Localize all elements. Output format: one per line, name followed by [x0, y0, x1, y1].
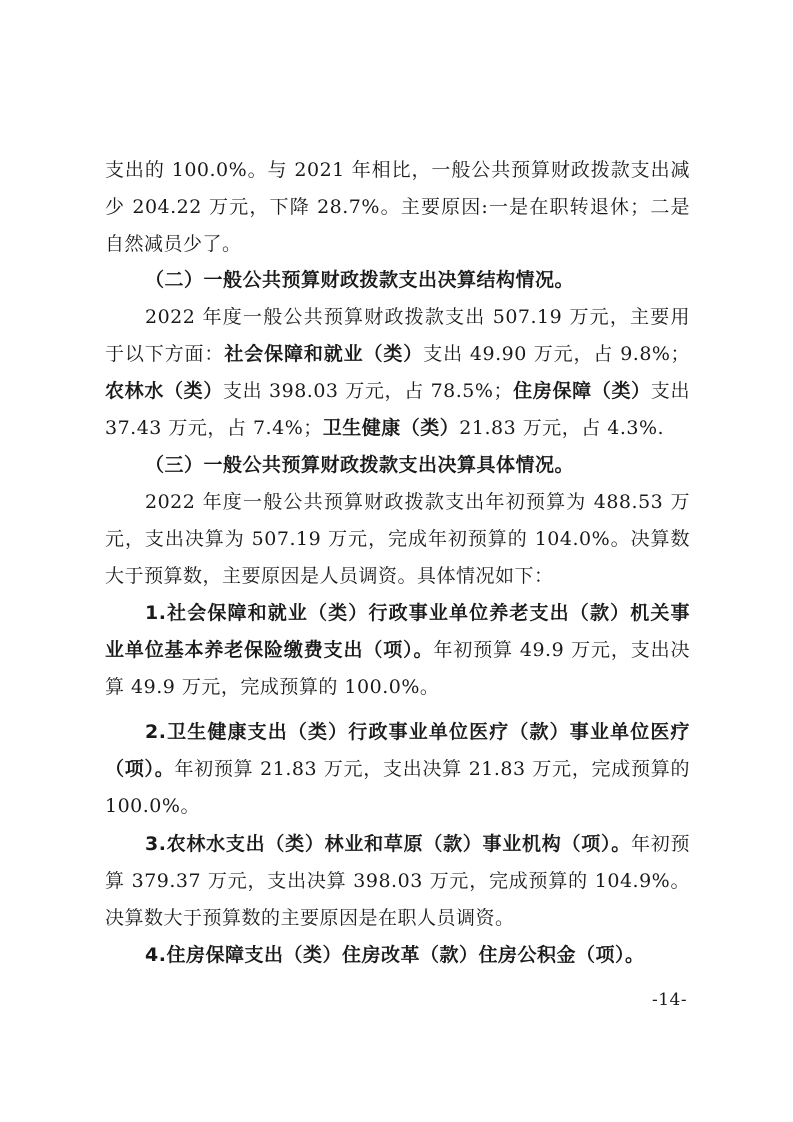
section-heading-3: （三）一般公共预算财政拨款支出决算具体情况。: [145, 454, 575, 476]
paragraph-details: 2022 年度一般公共预算财政拨款支出年初预算为 488.53 万元，支出决算为 507.19 万元，完成年初预算的 104.0%。决算数大于预算数，主要原因是人员调资。具体情况如下：: [105, 491, 690, 587]
detail-item-4: [105, 937, 690, 974]
detail-item-1: [105, 595, 690, 706]
paragraph-summary: 支出的 100.0%。与 2021 年相比，一般公共预算财政拨款支出减少 204.22 万元，下降 28.7%。主要原因:一是在职转退休；二是自然减员少了。: [105, 159, 690, 255]
structure-text-2: 支出 49.90 万元，占 9.8%；: [423, 343, 690, 365]
detail-item-2-text: 年初预算 21.83 万元，支出决算 21.83 万元，完成预算的 100.0%。: [105, 758, 690, 817]
structure-category-housing: 住房保障（类）: [512, 380, 651, 402]
detail-item-1-text: 年初预算 49.9 万元，支出决算 49.9 万元，完成预算的 100.0%。: [105, 639, 690, 698]
section-heading-2: （二）一般公共预算财政拨款支出决算结构情况。: [145, 269, 575, 291]
structure-text-3: 支出 398.03 万元，占 78.5%；: [223, 380, 513, 402]
structure-text-4: 支出 37.43 万元，占 7.4%；: [105, 380, 690, 439]
detail-item-3-text: 年初预算 379.37 万元，支出决算 398.03 万元，完成预算的 104.9%。决算数大于预算数的主要原因是在职人员调资。: [105, 833, 690, 929]
structure-text-1: 2022 年度一般公共预算财政拨款支出 507.19 万元，主要用于以下方面：: [105, 306, 690, 365]
paragraph-structure: [105, 299, 690, 447]
detail-item-2: [105, 714, 690, 825]
detail-item-3: [105, 826, 690, 937]
structure-category-health: 卫生健康（类）: [322, 417, 460, 439]
detail-item-4-title: 4.住房保障支出（类）住房改革（款）住房公积金（项）。: [145, 944, 645, 966]
structure-category-social: 社会保障和就业（类）: [224, 343, 424, 365]
detail-item-2-title: 2.卫生健康支出（类）行政事业单位医疗（款）事业单位医疗（项）。: [105, 721, 690, 780]
structure-text-5: 21.83 万元，占 4.3%.: [459, 417, 665, 439]
structure-category-agriculture: 农林水（类）: [105, 380, 223, 402]
detail-item-3-title: 3.农林水支出（类）林业和草原（款）事业机构（项）。: [145, 833, 631, 855]
detail-item-1-title: 1.社会保障和就业（类）行政事业单位养老支出（款）机关事业单位基本养老保险缴费支出（项）。: [105, 602, 690, 661]
page-number: -14-: [652, 990, 688, 1010]
